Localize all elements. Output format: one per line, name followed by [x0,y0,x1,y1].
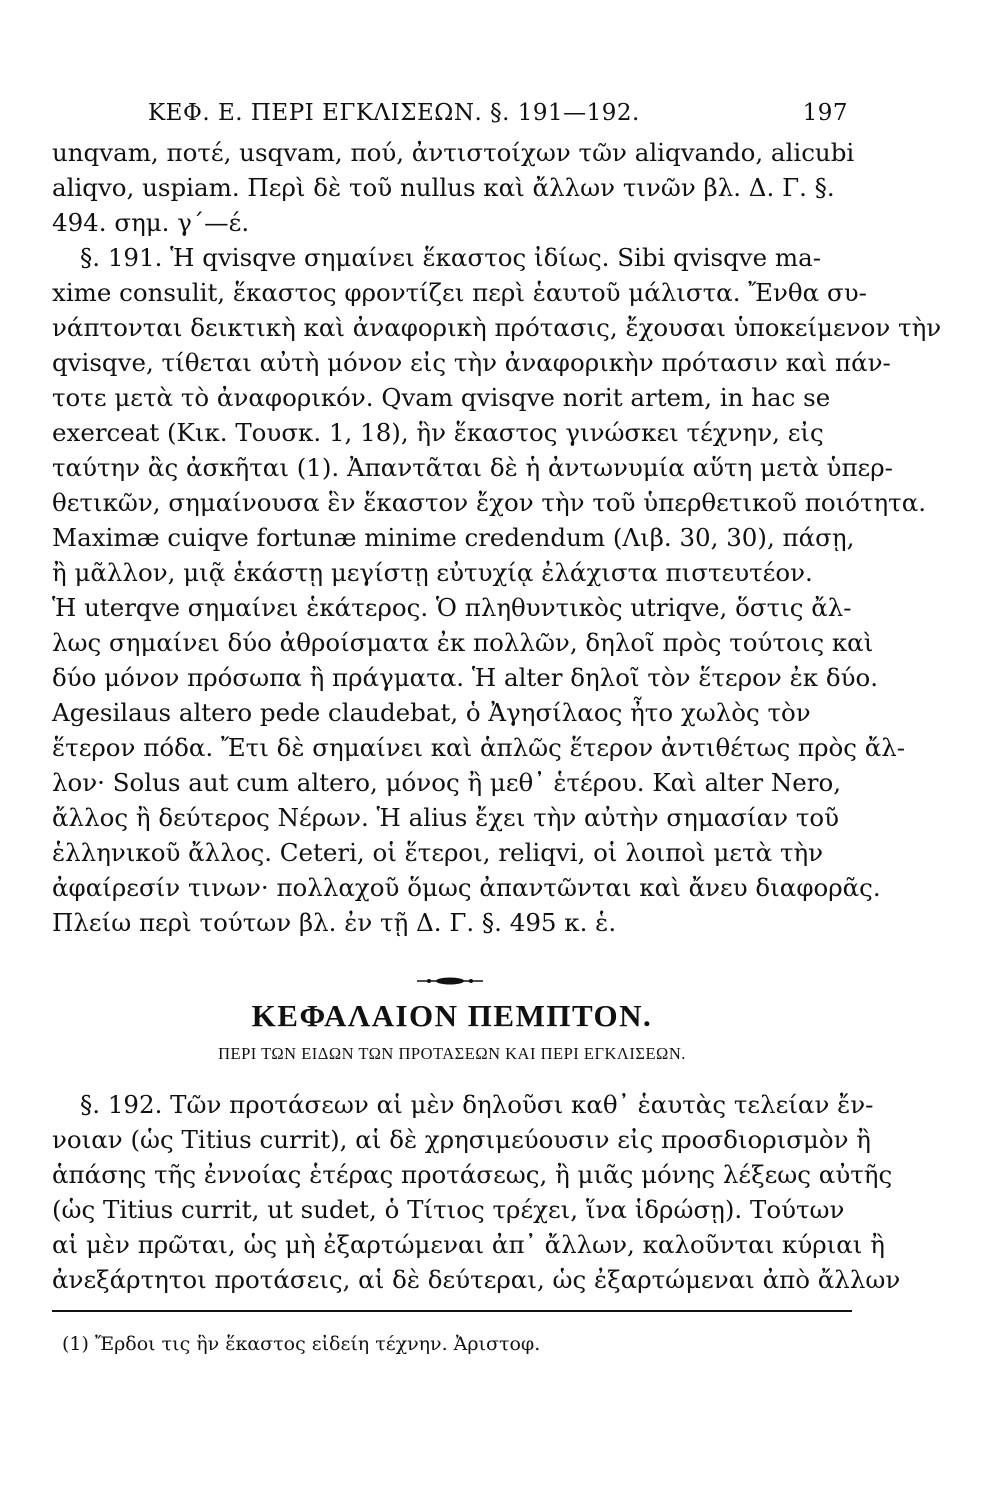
text-line: exerceat (Κικ. Τουσκ. 1, 18), ἣν ἕκαστος γινώσκει τέχνην, εἰς [52,418,824,447]
text-line: 494. σημ. γ΄—έ. [52,208,250,237]
text-line: θετικῶν, σημαίνουσα ἓν ἕκαστον ἔχον τὴν τοῦ ὑπερθετικοῦ ποιότητα. [52,488,927,517]
section-192-heading-line: §. 192. Τῶν προτάσεων αἱ μὲν δηλοῦσι καθ᾽ ἑαυτὰς τελείαν ἔν- [80,1090,874,1119]
text-line: (ὡς Titius currit, ut sudet, ὁ Τίτιος τρέχει, ἵνα ἱδρώσῃ). Τούτων [52,1195,845,1224]
running-head [148,100,848,134]
text-line: ἕτερον πόδα. Ἔτι δὲ σημαίνει καὶ ἁπλῶς ἕτερον ἀντιθέτως πρὸς ἄλ- [52,733,906,762]
text-line: Maximæ cuiqve fortunæ minime credendum (Λιβ. 30, 30), πάσῃ, [52,523,855,552]
text-line: Agesilaus altero pede claudebat, ὁ Ἀγησίλαος ἦτο χωλὸς τὸν [52,698,811,727]
text-line: Ἡ uterqve σημαίνει ἑκάτερος. Ὁ πληθυντικὸς utriqve, ὅστις ἄλ- [52,593,852,622]
section-191-heading-line: §. 191. Ἡ qvisqve σημαίνει ἕκαστος ἰδίως. Sibi qvisqve ma- [80,243,822,272]
chapter-subtitle: ΠΕΡΙ ΤΩΝ ΕΙΔΩΝ ΤΩΝ ΠΡΟΤΑΣΕΩΝ ΚΑΙ ΠΕΡΙ ΕΓΚΛΙΣΕΩΝ. [218,1044,686,1063]
chapter-title: ΚΕΦΑΛΑΙΟΝ ΠΕΜΠΤΟΝ. [251,998,653,1033]
text-line: qvisqve, τίθεται αὐτὴ μόνον εἰς τὴν ἀναφορικὴν πρότασιν καὶ πάν- [52,348,891,377]
running-head-title: ΚΕΦ. Ε. ΠΕΡΙ ΕΓΚΛΙΣΕΩΝ. §. 191—192. [148,100,640,126]
text-line: ἀφαίρεσίν τινων· πολλαχοῦ ὅμως ἀπαντῶνται καὶ ἄνευ διαφορᾶς. [52,873,881,902]
text-line: λον· Solus aut cum altero, μόνος ἢ μεθ᾽ ἑτέρου. Καὶ alter Nero, [52,768,842,797]
text-line: ἁπάσης τῆς ἐννοίας ἑτέρας προτάσεως, ἢ μιᾶς μόνης λέξεως αὐτῆς [52,1160,893,1189]
text-line: ἢ μᾶλλον, μιᾷ ἑκάστῃ μεγίστῃ εὐτυχίᾳ ἐλάχιστα πιστευτέον. [52,558,813,587]
text-line: τοτε μετὰ τὸ ἀναφορικόν. Qvam qvisqve norit artem, in hac se [52,383,831,412]
text-line: ταύτην ἂς ἀσκῆται (1). Ἀπαντᾶται δὲ ἡ ἀντωνυμία αὕτη μετὰ ὑπερ- [52,453,893,482]
footnote-rule [52,1310,852,1312]
text-line: Πλείω περὶ τούτων βλ. ἐν τῇ Δ. Γ. §. 495 κ. ἑ. [52,908,617,937]
text-line: ἄλλος ἢ δεύτερος Νέρων. Ἡ alius ἔχει τὴν αὐτὴν σημασίαν τοῦ [52,803,840,832]
page-number: 197 [802,100,848,126]
text-line: unqvam, ποτέ, usqvam, πού, ἀντιστοίχων τῶν aliqvando, alicubi [52,138,855,167]
text-line: λως σημαίνει δύο ἀθροίσματα ἐκ πολλῶν, δηλοῖ πρὸς τούτοις καὶ [52,628,874,657]
footnote: (1) Ἔρδοι τις ἣν ἕκαστος εἰδείη τέχνην. Ἀριστοφ. [62,1333,541,1355]
text-line: νάπτονται δεικτικὴ καὶ ἀναφορικὴ πρότασις, ἔχουσαι ὑποκείμενον τὴν [52,313,942,342]
text-line: νοιαν (ὡς Titius currit), αἱ δὲ χρησιμεύουσιν εἰς προσδιορισμὸν ἢ [52,1125,871,1154]
text-line: xime consulit, ἕκαστος φροντίζει περὶ ἑαυτοῦ μάλιστα. Ἔνθα συ- [52,278,867,307]
text-line: ἀνεξάρτητοι προτάσεις, αἱ δὲ δεύτεραι, ὡς ἐξαρτώμεναι ἀπὸ ἄλλων [52,1265,901,1294]
text-line: δύο μόνον πρόσωπα ἢ πράγματα. Ἡ alter δηλοῖ τὸν ἕτερον ἐκ δύο. [52,663,879,692]
ornament-divider [415,976,485,986]
text-line: αἱ μὲν πρῶται, ὡς μὴ ἐξαρτώμεναι ἀπ᾽ ἄλλων, καλοῦνται κύριαι ἢ [52,1230,885,1259]
text-line: aliqvo, uspiam. Περὶ δὲ τοῦ nullus καὶ ἄλλων τινῶν βλ. Δ. Γ. §. [52,173,835,202]
text-line: ἑλληνικοῦ ἄλλος. Ceteri, οἱ ἕτεροι, reliqvi, οἱ λοιποὶ μετὰ τὴν [52,838,824,867]
